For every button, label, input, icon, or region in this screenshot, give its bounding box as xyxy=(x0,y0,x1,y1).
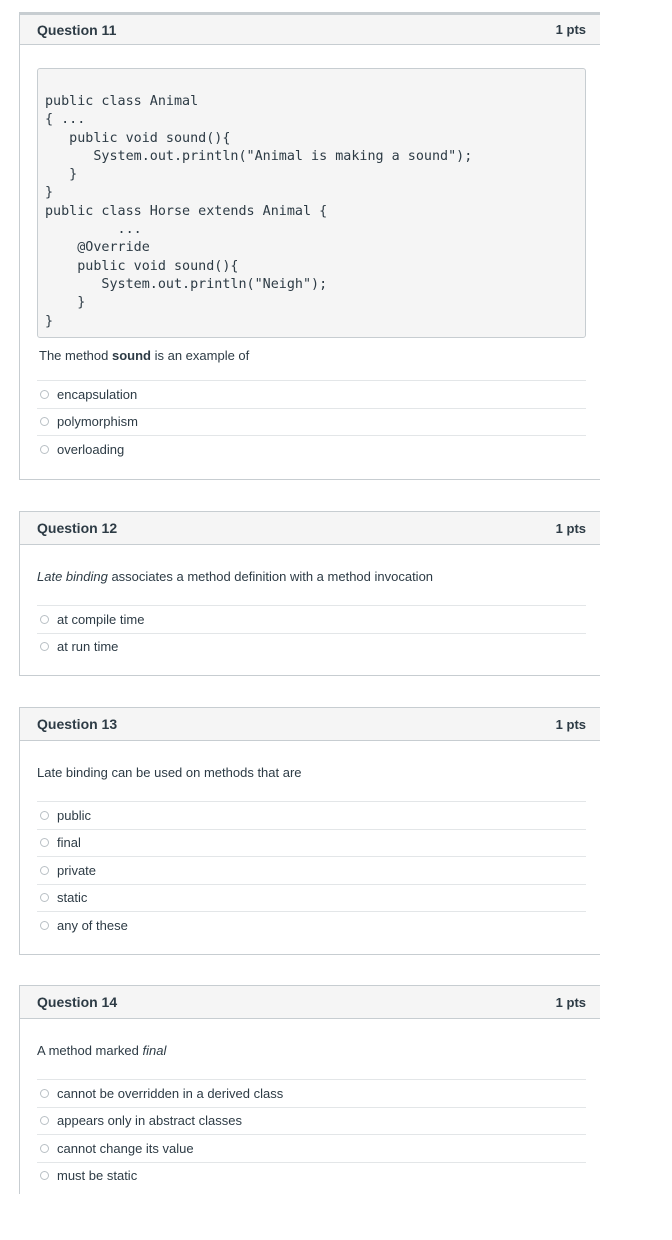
prompt-emphasis: Late binding xyxy=(37,569,108,584)
answer-label: public xyxy=(57,807,91,823)
answer-label: any of these xyxy=(57,917,128,933)
radio-button[interactable] xyxy=(40,642,49,651)
answer-option[interactable] xyxy=(37,884,586,912)
question-12 xyxy=(19,511,600,676)
prompt-text: The method xyxy=(39,348,112,363)
radio-button[interactable] xyxy=(40,1171,49,1180)
radio-button[interactable] xyxy=(40,417,49,426)
answer-label: private xyxy=(57,862,97,878)
prompt-emphasis: final xyxy=(142,1043,167,1058)
radio-button[interactable] xyxy=(40,1089,49,1098)
answer-label: polymorphism xyxy=(57,414,138,430)
code-line: System.out.println("Animal is making a sound"); xyxy=(45,148,473,164)
code-line: } xyxy=(45,313,54,329)
radio-button[interactable] xyxy=(40,921,49,930)
answer-option[interactable] xyxy=(37,856,586,884)
code-line: } xyxy=(45,295,86,311)
answer-label: final xyxy=(57,835,81,851)
prompt-text: is an example of xyxy=(151,348,250,363)
answer-label: appears only in abstract classes xyxy=(57,1113,242,1129)
radio-button[interactable] xyxy=(40,445,49,454)
answer-option[interactable] xyxy=(37,380,586,408)
answer-list xyxy=(37,1079,586,1189)
answer-option[interactable] xyxy=(37,1134,586,1162)
answer-label: overloading xyxy=(57,441,125,457)
code-line: System.out.println("Neigh"); xyxy=(45,276,328,292)
answer-list xyxy=(37,801,586,939)
code-line: public class Animal xyxy=(45,94,199,109)
answer-option[interactable] xyxy=(37,408,586,436)
prompt-text: associates a method definition with a method invocation xyxy=(107,569,434,584)
radio-button[interactable] xyxy=(40,893,49,902)
radio-button[interactable] xyxy=(40,1116,49,1125)
radio-button[interactable] xyxy=(40,811,49,820)
answer-label: must be static xyxy=(57,1168,138,1184)
question-header xyxy=(20,15,600,45)
answer-option[interactable] xyxy=(37,1162,586,1190)
question-points: 1 pts xyxy=(555,994,586,1010)
answer-option[interactable] xyxy=(37,801,586,829)
answer-label: cannot change its value xyxy=(57,1140,194,1156)
question-points: 1 pts xyxy=(555,22,586,37)
answer-option[interactable] xyxy=(37,605,586,633)
question-header xyxy=(20,511,600,545)
answer-option[interactable] xyxy=(37,1107,586,1135)
answer-option[interactable] xyxy=(37,829,586,857)
question-title: Question 13 xyxy=(37,716,118,732)
answer-list xyxy=(37,380,586,463)
answer-label: static xyxy=(57,890,88,906)
code-line: @Override xyxy=(45,240,150,256)
code-line: public void sound(){ xyxy=(45,258,239,274)
question-title: Question 12 xyxy=(37,520,118,536)
answer-label: cannot be overridden in a derived class xyxy=(57,1085,284,1101)
answer-option[interactable] xyxy=(37,633,586,661)
question-prompt: Late binding can be used on methods that are xyxy=(37,765,302,780)
answer-label: at run time xyxy=(57,639,119,655)
question-11 xyxy=(19,15,600,480)
answer-option[interactable] xyxy=(37,911,586,939)
radio-button[interactable] xyxy=(40,615,49,624)
code-line: } xyxy=(45,167,78,183)
code-block xyxy=(37,68,586,338)
question-prompt xyxy=(37,568,585,586)
prompt-text: A method marked xyxy=(37,1043,143,1058)
question-points: 1 pts xyxy=(555,716,586,732)
question-title: Question 14 xyxy=(37,994,118,1010)
answer-label: at compile time xyxy=(57,611,145,627)
answer-option[interactable] xyxy=(37,435,586,463)
code-line: ... xyxy=(45,222,142,238)
question-14 xyxy=(19,985,600,1194)
prompt-emphasis: sound xyxy=(112,348,151,363)
code-line: { ... xyxy=(45,112,86,128)
question-header xyxy=(20,707,600,741)
code-line: } xyxy=(45,185,54,201)
question-title: Question 11 xyxy=(37,21,117,38)
radio-button[interactable] xyxy=(40,1144,49,1153)
question-prompt xyxy=(39,347,585,365)
answer-list xyxy=(37,605,586,660)
answer-option[interactable] xyxy=(37,1079,586,1107)
question-prompt xyxy=(37,1042,585,1060)
code-line: public class Horse extends Animal { xyxy=(45,203,328,219)
radio-button[interactable] xyxy=(40,390,49,399)
question-13 xyxy=(19,707,600,955)
answer-label: encapsulation xyxy=(57,386,138,402)
radio-button[interactable] xyxy=(40,866,49,875)
question-header xyxy=(20,985,600,1019)
question-points: 1 pts xyxy=(555,520,586,536)
code-line: public void sound(){ xyxy=(45,130,231,146)
radio-button[interactable] xyxy=(40,838,49,847)
